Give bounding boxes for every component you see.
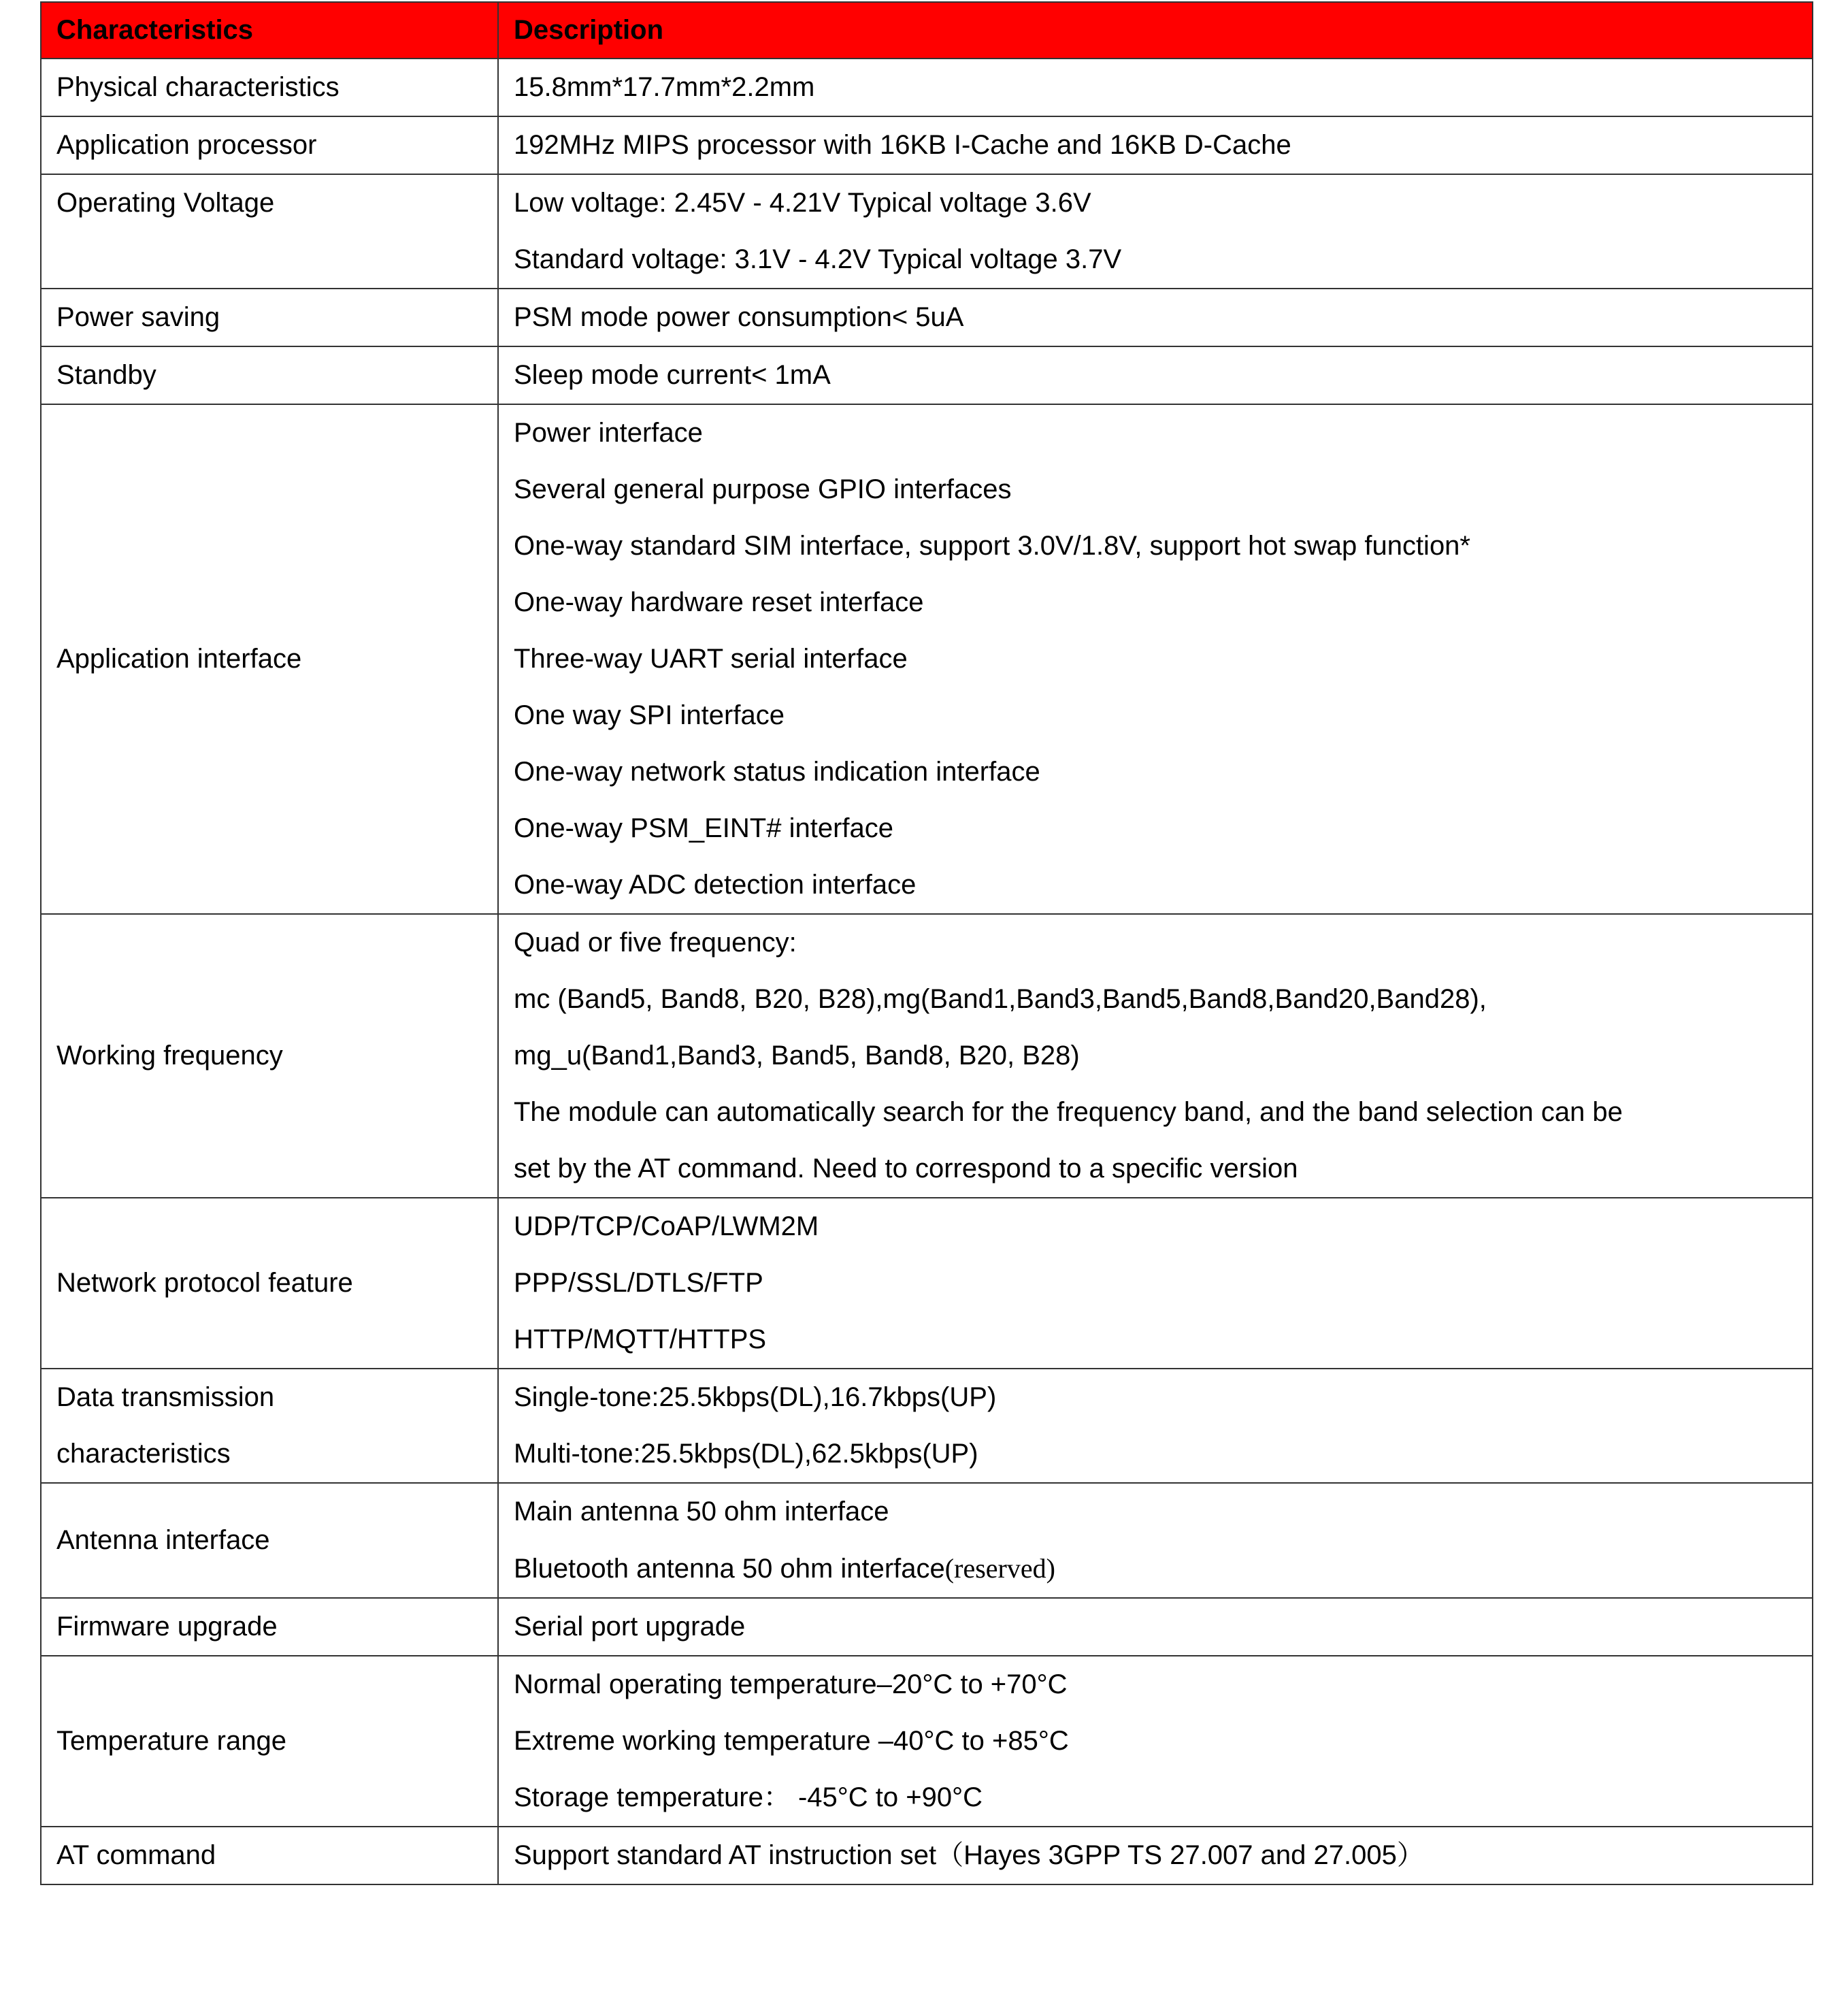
row-description bbox=[498, 1827, 1813, 1884]
description-line: One-way hardware reset interface bbox=[514, 587, 924, 617]
description-line: One way SPI interface bbox=[514, 700, 785, 730]
table-row bbox=[41, 1369, 1813, 1483]
row-label: Network protocol feature bbox=[41, 1198, 498, 1369]
row-description bbox=[498, 1483, 1813, 1598]
description-line: Extreme working temperature –40°C to +85°C bbox=[514, 1726, 1069, 1756]
table-row bbox=[41, 174, 1813, 289]
description-line: Main antenna 50 ohm interface bbox=[514, 1497, 889, 1526]
description-line: One-way network status indication interface bbox=[514, 757, 1040, 787]
table-row bbox=[41, 1656, 1813, 1827]
table-row bbox=[41, 116, 1813, 174]
row-description bbox=[498, 914, 1813, 1198]
table-row bbox=[41, 404, 1813, 914]
row-description bbox=[498, 59, 1813, 116]
spec-table bbox=[40, 1, 1813, 1885]
description-line: Serial port upgrade bbox=[514, 1612, 746, 1642]
row-description bbox=[498, 404, 1813, 914]
description-line: Support standard AT instruction set（Hayes 3GPP TS 27.007 and 27.005） bbox=[514, 1840, 1424, 1870]
description-line: UDP/TCP/CoAP/LWM2M bbox=[514, 1211, 819, 1241]
description-line: Standard voltage: 3.1V - 4.2V Typical voltage 3.7V bbox=[514, 244, 1122, 274]
row-label: Physical characteristics bbox=[41, 59, 498, 116]
row-description bbox=[498, 1369, 1813, 1483]
row-label bbox=[41, 1369, 498, 1483]
description-line: Single-tone:25.5kbps(DL),16.7kbps(UP) bbox=[514, 1382, 997, 1412]
description-line: Low voltage: 2.45V - 4.21V Typical voltage 3.6V bbox=[514, 188, 1091, 218]
header-description: Description bbox=[498, 2, 1813, 59]
description-line: One-way standard SIM interface, support 3.0V/1.8V, support hot swap function* bbox=[514, 531, 1470, 561]
description-line: Multi-tone:25.5kbps(DL),62.5kbps(UP) bbox=[514, 1439, 978, 1469]
row-label: Power saving bbox=[41, 289, 498, 346]
description-line: Three-way UART serial interface bbox=[514, 644, 908, 674]
row-description bbox=[498, 1656, 1813, 1827]
description-line: Sleep mode current< 1mA bbox=[514, 360, 831, 390]
row-label: Application processor bbox=[41, 116, 498, 174]
row-label: Standby bbox=[41, 346, 498, 404]
row-label: Operating Voltage bbox=[41, 174, 498, 289]
description-line: mg_u(Band1,Band3, Band5, Band8, B20, B28) bbox=[514, 1041, 1080, 1071]
description-line: set by the AT command. Need to correspond to a specific version bbox=[514, 1154, 1298, 1183]
table-row bbox=[41, 1598, 1813, 1656]
description-line: PSM mode power consumption< 5uA bbox=[514, 302, 964, 332]
table-row bbox=[41, 59, 1813, 116]
table-row bbox=[41, 1198, 1813, 1369]
row-label: Temperature range bbox=[41, 1656, 498, 1827]
description-line: The module can automatically search for the frequency band, and the band selection can be bbox=[514, 1097, 1623, 1127]
row-description bbox=[498, 1598, 1813, 1656]
description-line bbox=[514, 1540, 1797, 1597]
description-line: PPP/SSL/DTLS/FTP bbox=[514, 1268, 763, 1298]
table-header bbox=[41, 2, 1813, 59]
description-line: Normal operating temperature–20°C to +70°C bbox=[514, 1669, 1068, 1699]
header-row bbox=[41, 2, 1813, 59]
description-line-text: Bluetooth antenna 50 ohm interface bbox=[514, 1554, 945, 1584]
table-row bbox=[41, 914, 1813, 1198]
table-row bbox=[41, 346, 1813, 404]
row-label: Application interface bbox=[41, 404, 498, 914]
row-description bbox=[498, 116, 1813, 174]
description-line: Several general purpose GPIO interfaces bbox=[514, 474, 1012, 504]
table-row bbox=[41, 1827, 1813, 1884]
row-description bbox=[498, 174, 1813, 289]
table-row bbox=[41, 1483, 1813, 1598]
row-label: AT command bbox=[41, 1827, 498, 1884]
row-description bbox=[498, 346, 1813, 404]
reserved-note: (reserved) bbox=[944, 1553, 1055, 1584]
description-line: Storage temperature： -45°C to +90°C bbox=[514, 1782, 983, 1812]
description-line: One-way PSM_EINT# interface bbox=[514, 813, 893, 843]
description-line: 15.8mm*17.7mm*2.2mm bbox=[514, 72, 815, 102]
description-line: 192MHz MIPS processor with 16KB I-Cache and 16KB D-Cache bbox=[514, 130, 1291, 160]
table-row bbox=[41, 289, 1813, 346]
description-line: Quad or five frequency: bbox=[514, 928, 797, 958]
row-label-line: Data transmission bbox=[56, 1382, 275, 1412]
header-characteristics: Characteristics bbox=[41, 2, 498, 59]
row-description bbox=[498, 1198, 1813, 1369]
row-label: Working frequency bbox=[41, 914, 498, 1198]
row-label: Firmware upgrade bbox=[41, 1598, 498, 1656]
row-label: Antenna interface bbox=[41, 1483, 498, 1598]
row-description bbox=[498, 289, 1813, 346]
description-line: Power interface bbox=[514, 418, 703, 448]
row-label-line: characteristics bbox=[56, 1439, 231, 1469]
description-line: One-way ADC detection interface bbox=[514, 870, 917, 900]
description-line: mc (Band5, Band8, B20, B28),mg(Band1,Band3,Band5,Band8,Band20,Band28), bbox=[514, 984, 1487, 1014]
description-line: HTTP/MQTT/HTTPS bbox=[514, 1324, 767, 1354]
